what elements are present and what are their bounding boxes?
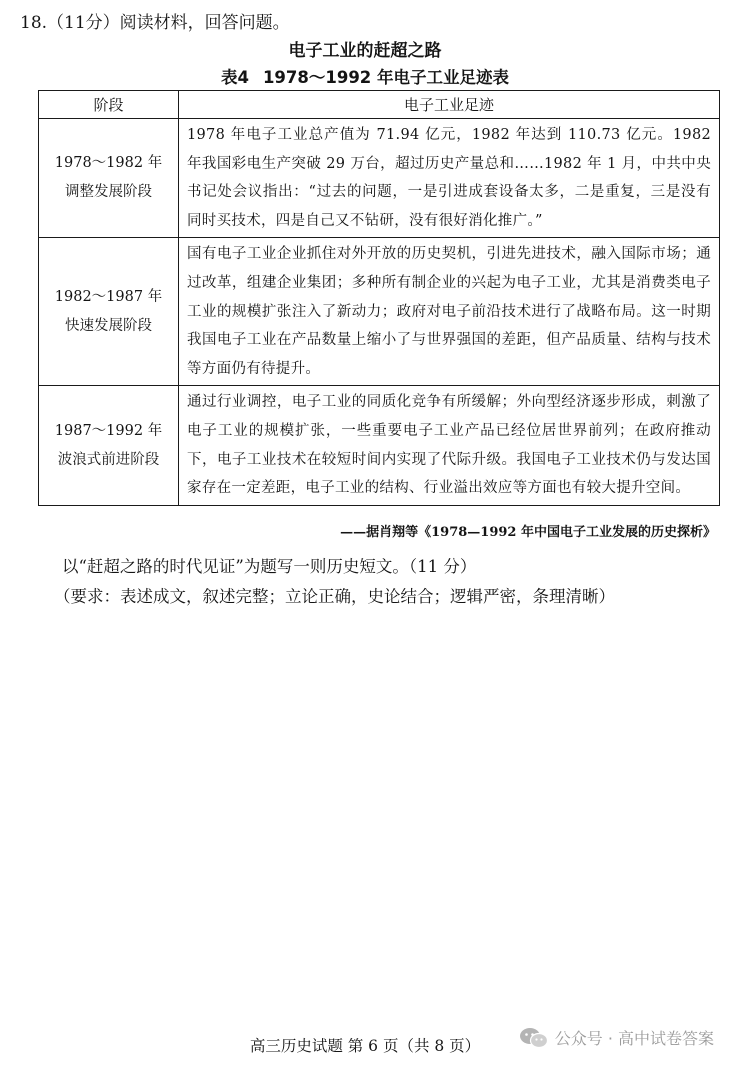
stage-years: 1987～1992 年 <box>54 422 163 439</box>
stage-cell <box>39 386 179 505</box>
question-header: 18.（11分）阅读材料，回答问题。 <box>20 13 290 33</box>
watermark-text: 公众号 · 高中试卷答案 <box>554 1029 714 1048</box>
stage-cell <box>39 119 179 238</box>
material-title: 电子工业的赶超之路 <box>288 41 442 61</box>
table-caption <box>0 64 730 88</box>
task-prompt: 以“赶超之路的时代见证”为题写一则历史短文。（11 分） <box>62 557 477 576</box>
stage-cell <box>39 238 179 386</box>
table-row <box>39 386 720 505</box>
header-stage: 阶段 <box>39 91 179 119</box>
wechat-icon <box>519 1027 549 1049</box>
table-header-row <box>39 91 720 119</box>
footprint-cell: 通过行业调控，电子工业的同质化竞争有所缓解；外向型经济逐步形成，刺激了电子工业的规模扩张，一些重要电子工业产品已经位居世界前列；在政府推动下，电子工业技术在较短时间内实现了代际升级。我国电子工业技术仍与发达国家存在一定差距，电子工业的结构、行业溢出效应等方面也有较大提升空间。 <box>179 386 720 505</box>
task-requirement: （要求：表述成文，叙述完整；立论正确，史论结合；逻辑严密，条理清晰） <box>54 587 615 606</box>
watermark <box>519 1026 714 1049</box>
stage-years: 1982～1987 年 <box>54 288 163 305</box>
stage-name: 快速发展阶段 <box>65 317 152 334</box>
header-footprint: 电子工业足迹 <box>179 91 720 119</box>
table-caption-text: 1978～1992 年电子工业足迹表 <box>262 68 510 87</box>
table-row <box>39 119 720 238</box>
source-citation: ——据肖翔等《1978—1992 年中国电子工业发展的历史探析》 <box>340 525 716 540</box>
footprint-cell: 1978 年电子工业总产值为 71.94 亿元，1982 年达到 110.73 亿元。1982 年我国彩电生产突破 29 万台，超过历史产量总和……1982 年 1 月，中共中央书记处会议指出：“过去的问题，一是引进成套设备太多，二是重复，三是没有同时买技术，四是自己又不钻研，没有很好消化推广。” <box>179 119 720 238</box>
footprint-cell: 国有电子工业企业抓住对外开放的历史契机，引进先进技术，融入国际市场；通过改革，组建企业集团；多种所有制企业的兴起为电子工业，尤其是消费类电子工业的规模扩张注入了新动力；政府对电子前沿技术进行了战略布局。这一时期我国电子工业在产品数量上缩小了与世界强国的差距，但产品质量、结构与技术等方面仍有待提升。 <box>179 238 720 386</box>
electronics-industry-table <box>38 90 720 506</box>
table-caption-label: 表4 <box>220 68 249 87</box>
stage-years: 1978～1982 年 <box>54 155 163 172</box>
stage-name: 调整发展阶段 <box>65 184 152 201</box>
page-footer: 高三历史试题 第 6 页（共 8 页） <box>249 1037 481 1055</box>
stage-name: 波浪式前进阶段 <box>57 451 160 468</box>
table-row <box>39 238 720 386</box>
